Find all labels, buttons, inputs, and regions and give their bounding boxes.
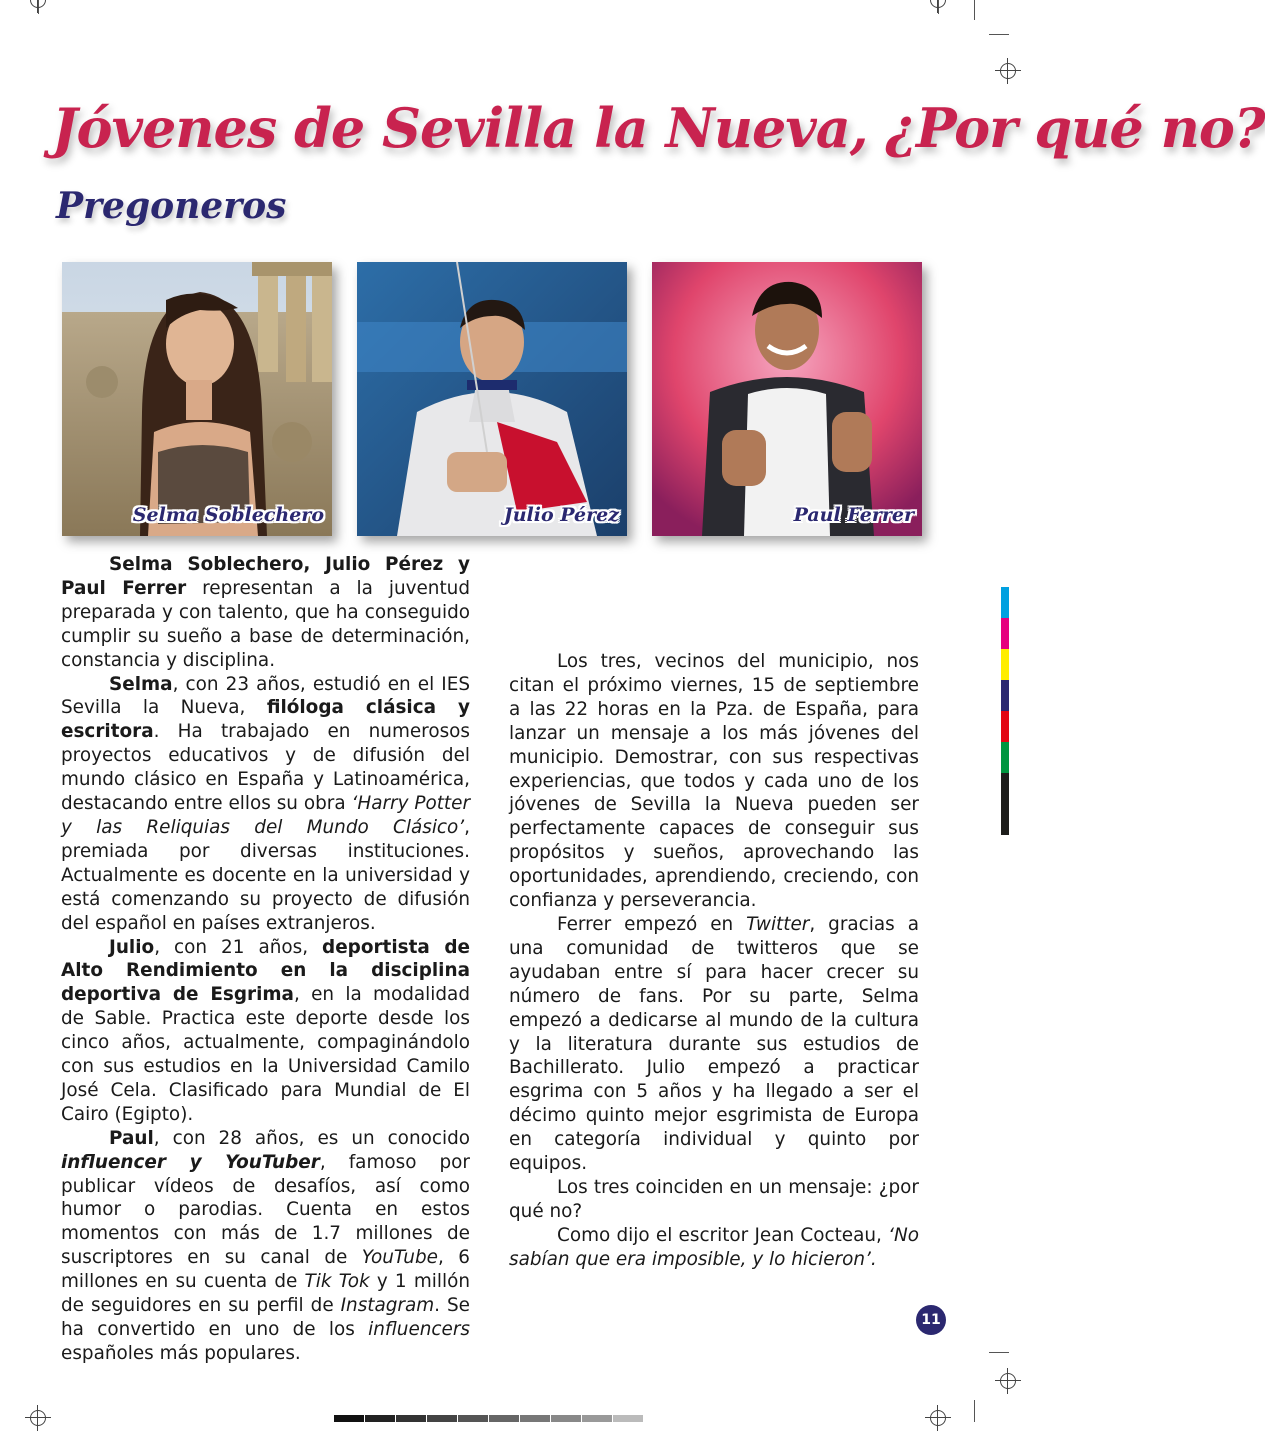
article-paragraph: Los tres, vecinos del municipio, nos citan el próximo viernes, 15 de septiembre a las 22 horas en la Pza. de España, para lanzar un mensaje a los más jóvenes del municipio. Demostrar, con sus respectivas experiencias, que todos y cada uno de los jóvenes de Sevilla la Nueva pueden ser perfectamente capaces de conseguir sus propósitos y sueños, aprovechando las oportunidades, aprendiendo, creciendo, con confianza y perseverancia. [509, 651, 919, 912]
gray-swatch [582, 1415, 612, 1422]
color-swatch [1001, 649, 1009, 680]
registration-mark [30, 1410, 46, 1426]
photo-caption-julio: Julio Pérez [503, 504, 619, 526]
article-paragraph: Julio, con 21 años, deportista de Alto Rendimiento en la disciplina deportiva de Esgrima, en la modalidad de Sable. Practica este deporte desde los cinco años, actualmente, compaginándolo con sus estudios en la Universidad Camilo José Cela. Clasificado para Mundial de El Cairo (Egipto). [61, 936, 470, 1125]
article-paragraph: Selma, con 23 años, estudió en el IES Sevilla la Nueva, filóloga clásica y escritora. Ha trabajado en numerosos proyectos educativos y de difusión del mundo clásico en España y Latinoamérica, destacando entre ellos su obra ‘Harry Potter y las Reliquias del Mundo Clásico’, premiada por diversas instituciones. Actualmente es docente en la universidad y está comenzando su proyecto de difusión del español en países extranjeros. [61, 673, 470, 934]
page-subtitle: Pregoneros [56, 185, 287, 227]
registration-mark [930, 1410, 946, 1426]
photo-paul [652, 262, 922, 536]
photo-caption-selma: Selma Soblechero [132, 504, 324, 526]
page-title: Jóvenes de Sevilla la Nueva, ¿Por qué no? [52, 96, 1265, 160]
article-paragraph: Como dijo el escritor Jean Cocteau, ‘No sabían que era imposible, y lo hicieron’. [509, 1224, 919, 1270]
paul-portrait-image [652, 262, 922, 536]
gray-swatch [427, 1415, 457, 1422]
article-paragraph: Los tres coinciden en un mensaje: ¿por qué no? [509, 1176, 919, 1222]
registration-mark [930, 0, 946, 8]
article-paragraph: Paul, con 28 años, es un conocido influencer y YouTuber, famoso por publicar vídeos de desafíos, así como humor o parodias. Cuenta en estos momentos con más de 1.7 millones de suscriptores en su canal de YouTube, 6 millones en su cuenta de Tik Tok y 1 millón de seguidores en su perfil de Instagram. Se ha convertido en uno de los influencers españoles más populares. [61, 1127, 470, 1364]
color-swatch [1001, 711, 1009, 742]
article-paragraph: Selma Soblechero, Julio Pérez y Paul Ferrer representan a la juventud preparada y con talento, que ha conseguido cumplir su sueño a base de determinación, constancia y disciplina. [61, 554, 470, 671]
gray-swatch [489, 1415, 519, 1422]
registration-mark [30, 0, 46, 8]
julio-portrait-image [357, 262, 627, 536]
gray-swatch [396, 1415, 426, 1422]
crop-mark [974, 0, 975, 20]
color-swatch [1001, 742, 1009, 773]
gray-swatch [334, 1415, 364, 1422]
color-swatch [1001, 680, 1009, 711]
registration-mark [1000, 63, 1016, 79]
color-swatch [1001, 773, 1009, 804]
registration-mark [1000, 1373, 1016, 1389]
selma-portrait-image [62, 262, 332, 536]
gray-swatch [458, 1415, 488, 1422]
article-paragraph: Ferrer empezó en Twitter, gracias a una comunidad de twitteros que se ayudaban entre sí para hacer crecer su número de fans. Por su parte, Selma empezó a dedicarse al mundo de la cultura y la literatura durante sus estudios de Bachillerato. Julio empezó a practicar esgrima con 5 años y ha llegado a ser el décimo quinto mejor esgrimista de Europa en categoría individual y quinto por equipos. [509, 913, 919, 1175]
color-swatch [1001, 618, 1009, 649]
gray-swatch [520, 1415, 550, 1422]
gray-swatch [365, 1415, 395, 1422]
photo-selma [62, 262, 332, 536]
photo-caption-paul: Paul Ferrer [793, 504, 914, 526]
gray-swatch [613, 1415, 643, 1422]
photo-julio [357, 262, 627, 536]
color-swatch [1001, 804, 1009, 835]
crop-mark [989, 1352, 1009, 1353]
crop-mark [989, 34, 1009, 35]
article-column-left [61, 553, 470, 1366]
crop-mark [974, 1400, 975, 1422]
color-swatch [1001, 587, 1009, 618]
page-number-badge: 11 [916, 1305, 946, 1335]
article-column-right [509, 650, 919, 1272]
gray-swatch [551, 1415, 581, 1422]
